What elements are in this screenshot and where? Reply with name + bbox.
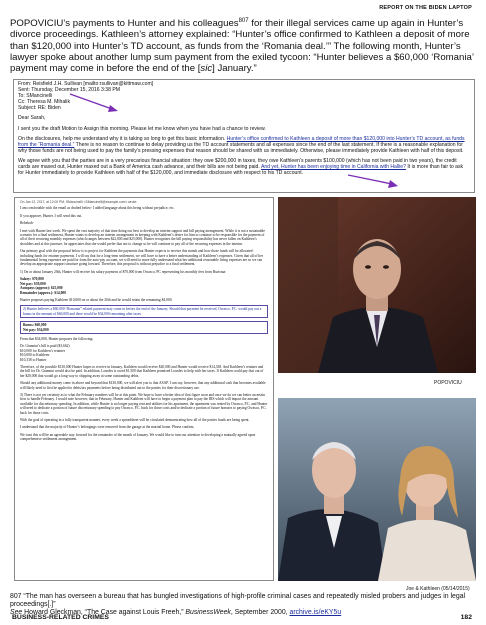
email2-p10: Should any additional money come in above and beyond that $130,000, we will alert you to that ASAP. I can say, however, that any additional cash that becomes available will likely need to first be applied to debts/tax payments before being distributed out to the parties for their discretionary use. <box>20 381 266 390</box>
portrait-photo <box>278 197 476 373</box>
email-cc: Cc: Theresa M. Mihalik <box>18 99 70 106</box>
email2-p4: I met with Hunter last week. We spent the vast majority of that time doing our best to develop an interim support and bill paying arrangement. While it is not a sustainable scenario for a final settlement, Hunter wants to develop an interim arrangement in keeping with Kathleen’s desire for him to continue to be responsible for the payment of all of their recurring monthly expenses (which ranges between $22,000 and $25,000). Hunter recognizes the bill paying responsibility has never fallen on Kathleen’s shoulders and at this juncture, he appreciates that she would prefer that not to change so he will continue to pay all of the recurring expenses in the interim. <box>20 228 265 246</box>
couple-photo <box>278 398 476 581</box>
allocation-lines: Dr. Giannini’s bill is paid ($3,662) $10,000 for Kathleen’s retainer $10,000 to Kathleen $10,338 to Hunter <box>20 344 70 362</box>
photo-caption-popoviciu: POPOVICIU <box>434 380 462 386</box>
email2-p6: 1) On or about January 20th, Hunter will receive his salary payment of $70,000 from Owasco, PC representing his monthly fees from Burisma: <box>20 269 227 274</box>
settlement-email-excerpt <box>14 197 274 581</box>
email2-p13: I understand that the majority of Hunter’s belongings were removed from the garage at the marital home. Please confirm. <box>20 425 195 430</box>
email2-p11: 3) There is not yet certainty as to what the February numbers will be at this point. We hope to have a better idea of that figure soon and once we do we can better ascertain how to handle February. I would note however, that in February, Hunter and Kathleen will have to begin a payment plan to pay the IRS which will impact the amount available for discretionary spending. In addition, while Hunter is no longer paying rent and utilities for his apartment, the apartment was rented by Owasco, P.C. and Hunter will need to dedicate a portion of future discretionary spending to pay Owasco, P.C. back for those costs and/or dedicate a portion of future bonuses to paying Owasco, P.C. back for those costs. <box>20 393 268 415</box>
romania-payment-box: 2) Hunter believes a $60,000 “Romania” related payment may come in before the end of the January. Should that payment be received, Owasco, P.C. would pay out a bonus in the amount of $60,000 and there would be $34,000 remaining after taxes. <box>20 305 268 318</box>
email2-p12: With the goal of operating in a fully transparent manner, every week a spreadsheet will be circulated demonstrating how all of the parties funds are being spent. <box>20 418 250 423</box>
email2-p1: I am comfortable with the email as drafted below- I added language about this being without prejudice, etc. <box>20 206 175 211</box>
email-paragraph-2: On the disclosures, help me understand why it is taking so long to get this basic information. Hunter’s office confirmed to Kathleen a deposit of more than $120,000 into Hunter’s TD account, as funds from the “Romania deal.” There is no reason to continue to delay providing us the TD account statements and all expenses since the end of the last statement. If there is a reasonable explanation for why those funds are not being used to pay the family’s pressing expenses that reason should be shared with us immediately. Otherwise, please immediately provide Kathleen with half of this deposit. <box>18 135 465 154</box>
lead-paragraph <box>10 16 476 74</box>
email-from: From: Reisfield J.H. Sullivan [mailto:rsullivan@kittmaw.com] <box>18 81 154 87</box>
email2-p7: Hunter proposes paying Kathleen $10,000 on or about the 20th and he would retain the remaining $4,000. <box>20 297 173 302</box>
email-paragraph-1: I sent you the draft Motion to Assign this morning. Please let me know when you have had a chance to review. <box>18 125 266 132</box>
page-number: 182 <box>460 614 472 621</box>
highlighted-california-text: And yet, Hunter has been enjoying time in California with Hallie? <box>260 164 406 171</box>
email2-p8: From that $34,000, Hunter proposes the following: <box>20 336 94 341</box>
highlighted-deposit-text: Hunter’s office confirmed to Kathleen a deposit of more than $120,000 into Hunter’s TD account, as funds from the “Romania deal.” <box>18 135 465 148</box>
lead-text-3: ] January.” <box>212 63 257 74</box>
email2-p2: If you approve, Hunter. I will send this out. <box>20 213 83 218</box>
photo-caption-couple: Joe & Kathleen (05/14/2015) <box>406 586 470 592</box>
footnote-cite-post: , September 2000, <box>230 609 290 617</box>
email2-p9: Therefore, of the possible $130,000 Hunter hopes to receive in January, Kathleen would receive $20,000 and Hunter would receive $14,338. And Kathleen’s retainer and the bill for Dr. Giannini would also be paid. In addition, Lourdes is owed $1,500 that Kathleen promised Lourdes to help with her taxes. If Kathleen could pay that out of her $20,000 that would go a long way to chipping away at some outstanding debts. <box>20 364 264 378</box>
footnote-see: See <box>10 609 23 617</box>
salary-lines: Salary: $70,000 Net pay: $39,000 Autopays (approx): $25,000 Remainder (approx.): $14,000 <box>20 277 66 295</box>
bonus-box: Bonus: $60,000 Net pay: $34,000 <box>20 321 268 334</box>
divorce-email-excerpt <box>13 79 475 193</box>
email-headers <box>18 81 470 111</box>
section-footer: BUSINESS-RELATED CRIMES <box>12 614 109 621</box>
email-greeting: Dear Sarah, <box>18 115 46 122</box>
email-to: To: SMancinelli <box>18 93 53 100</box>
email2-header: On Jan 12, 2017, at 12:00 PM, SMancinelli <SMancinelli@example.com> wrote: <box>20 200 138 204</box>
sic-text: sic <box>200 63 213 74</box>
lead-text-1: POPOVICIU’s payments to Hunter and his colleagues <box>10 18 239 30</box>
footnote-publication: BusinessWeek <box>185 609 231 617</box>
footnote-quote: “The man has overseen a bureau that has bungled investigations of high-profile criminal cases and repeatedly misled probers and judges in legal proceedings[.]” <box>10 593 466 609</box>
email-sent: Sent: Thursday, December 15, 2016 3:38 PM <box>18 87 121 94</box>
email2-p3: Rebekah- <box>20 221 34 226</box>
footnote-ref[interactable]: 807 <box>238 18 249 24</box>
running-header: REPORT ON THE BIDEN LAPTOP <box>379 5 472 11</box>
email-subject: Subject: RE: Biden <box>18 105 61 112</box>
email2-p14: We trust this will be an agreeable way forward for the remainder of the month of January. We would like to turn our attention to developing a mutually agreed upon comprehensive settlement arrangement. <box>20 432 256 442</box>
archive-link[interactable]: archive.is/eKY5u <box>289 609 342 617</box>
footnote-cite: Howard Gleckman, “The Case against Louis Freeh,” <box>22 609 186 617</box>
email-paragraph-3: We agree with you that the parties are in a very precarious financial situation: they owe $200,000 in taxes, they owe Kathleen’s parents $100,000 (which has not been paid in two years), the credit cards are maxed out, Hunter maxed out a Bank of America cash advance, and their bills are not being paid. And yet, Hunter has been enjoying time in California with Hallie? It is more than fair to ask for Hunter immediately to provide Kathleen with half of the $120,000, and immediate disclosure with respect to his TD account. <box>18 157 464 177</box>
footnote-number: 807 <box>10 593 22 600</box>
lead-text-2: for their illegal services came up again in Hunter’s divorce proceedings. Kathleen’s attorney explained: “Hunter’s office confirmed to Kathleen a deposit of more than $120,000 into Hunter’s TD account, as funds from the ‘Romania deal.’” The following month, Hunter’s lawyer spoke about another lump sum payment from the exiled tycoon: “Hunter believes a $60,000 ‘Romania’ payment may come in before the end of the [ <box>10 18 474 74</box>
email2-p5: Our primary goal with the proposal below is to project for Kathleen the payments that Hunter expects to receive this month and how those funds will be allocated- including funds for retainer payments. I will say that for a long-term settlement, we will have to have a better understanding of Kathleen’s expenses. Given that all of her fundamental living expenses are paid for from the auto-pay account, we will need to more fully understand what her additional reasonable living expenses are so we can develop an appropriate support structure going forward. Therefore, this proposal is without prejudice to a final settlement. <box>20 249 264 267</box>
